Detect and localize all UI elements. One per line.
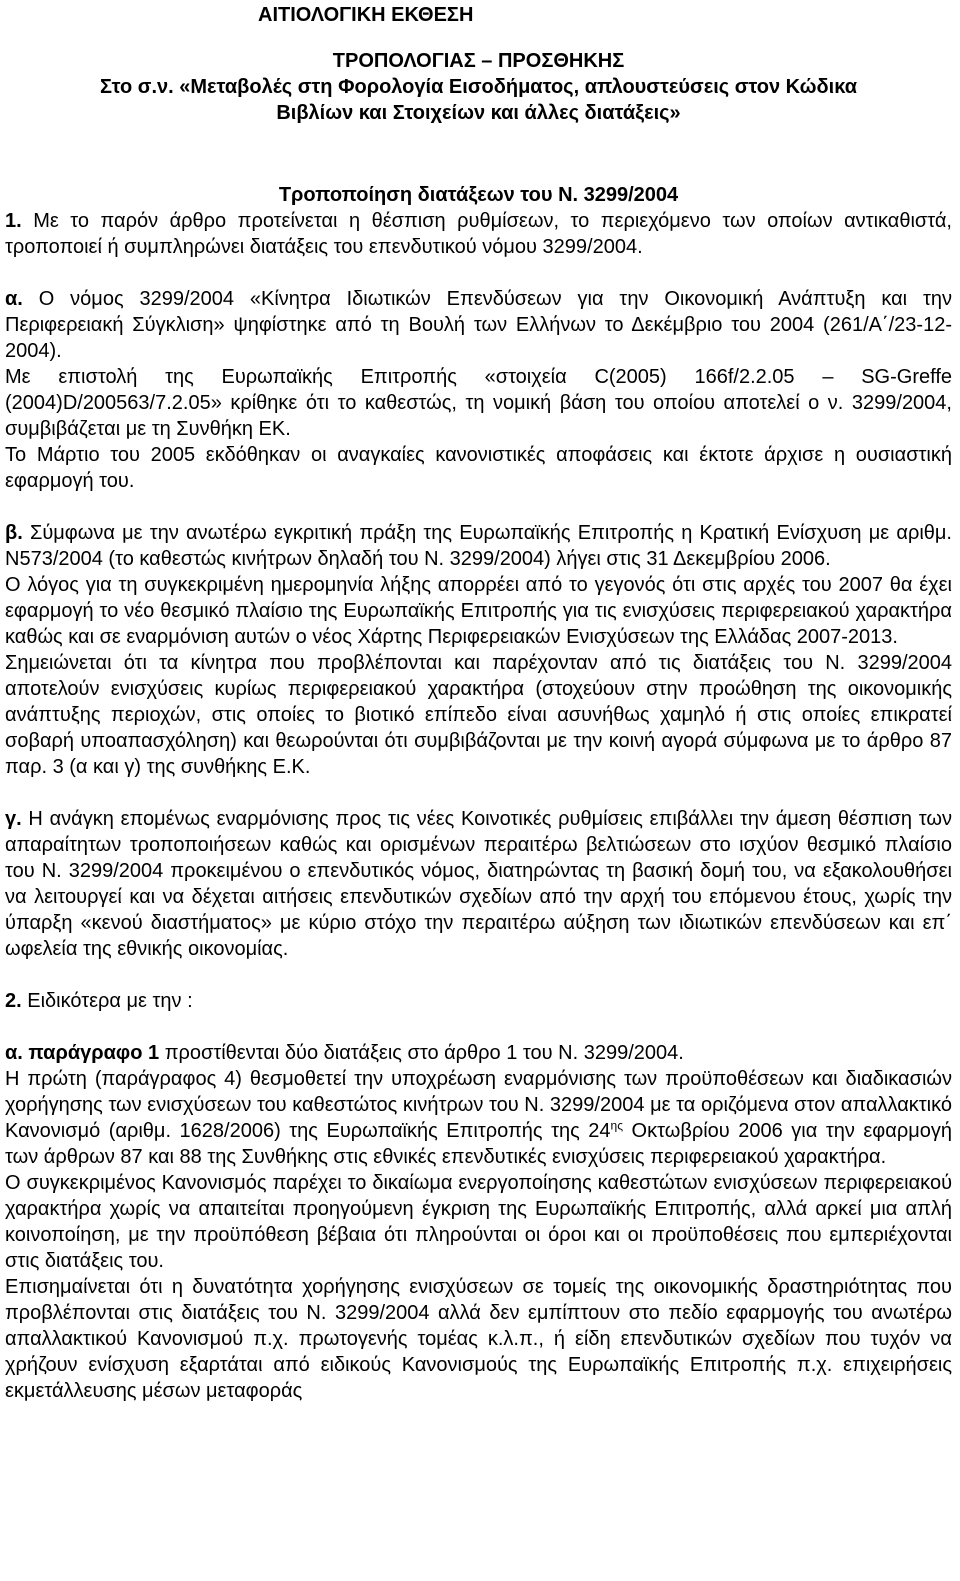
paragraph-a-text-3: Το Μάρτιο του 2005 εκδόθηκαν οι αναγκαίες κανονιστικές αποφάσεις και έκτοτε άρχισε η ουσιαστική εφαρμογή του. — [5, 444, 952, 492]
paragraph-2a-bold: παράγραφο 1 — [22, 1042, 160, 1064]
header-line-2: Στο σ.ν. «Μεταβολές στη Φορολογία Εισοδήματος, απλουστεύσεις στον Κώδικα — [99, 76, 858, 98]
paragraph-c-label: γ. — [5, 808, 22, 830]
paragraph-b-text-3: Σημειώνεται ότι τα κίνητρα που προβλέπονται και παρέχονταν από τις διατάξεις του Ν. 3299/2004 αποτελούν ενισχύσεις κυρίως περιφερειακού χαρακτήρα (στοχεύουν στην προώθηση της οικονομικής ανάπτυξης περιοχών, στις οποίες το βιοτικό επίπεδο είναι ασυνήθως χαμηλό ή στις οποίες επικρατεί σοβαρή υποαπασχόληση) και θεωρούνται ότι συμβιβάζονται με την κοινή αγορά σύμφωνα με το άρθρο 87 παρ. 3 (α και γ) της συνθήκης Ε.Κ. — [5, 652, 952, 778]
paragraph-2a — [5, 1040, 952, 1066]
header-line-3: Βιβλίων και Στοιχείων και άλλες διατάξεις» — [276, 102, 681, 124]
paragraph-2a-part-1-after: Οκτωβρίου 2006 για την εφαρμογή των άρθρων 87 και 88 της Συνθήκης στις εθνικές επενδυτικές ενισχύσεις περιφερειακού χαρακτήρα. — [5, 1120, 952, 1168]
paragraph-b — [5, 520, 952, 572]
document-subheader-block — [5, 182, 952, 208]
paragraph-a — [5, 286, 952, 364]
document-title: ΑΙΤΙΟΛΟΓΙΚΗ ΕΚΘΕΣΗ — [258, 4, 474, 26]
paragraph-2a-text: προστίθενται δύο διατάξεις στο άρθρο 1 του Ν. 3299/2004. — [159, 1042, 684, 1064]
header-line-1: ΤΡΟΠΟΛΟΓΙΑΣ – ΠΡΟΣΘΗΚΗΣ — [332, 50, 625, 72]
paragraph-c — [5, 806, 952, 962]
ordinal-superscript: ης — [610, 1118, 623, 1133]
paragraph-2 — [5, 988, 952, 1014]
paragraph-2-text: Ειδικότερα με την : — [21, 990, 193, 1012]
paragraph-1-number: 1. — [5, 210, 22, 232]
paragraph-2a-part-2: Ο συγκεκριμένος Κανονισμός παρέχει το δικαίωμα ενεργοποίησης καθεστώτων ενισχύσεων περιφερειακού χαρακτήρα χωρίς να απαιτείται προηγούμενη έγκριση της Ευρωπαϊκής Επιτροπής, αλλά αρκεί μια απλή κοινοποίηση, με την προϋπόθεση βέβαια ότι πληρούνται οι όροι και οι προϋποθέσεις που εμπεριέχονται στις διατάξεις του. — [5, 1172, 952, 1272]
document-header — [5, 48, 952, 126]
paragraph-1-text: Με το παρόν άρθρο προτείνεται η θέσπιση ρυθμίσεων, το περιεχόμενο των οποίων αντικαθιστά, τροποποιεί ή συμπληρώνει διατάξεις του επενδυτικού νόμου 3299/2004. — [5, 210, 952, 258]
paragraph-2a-part-1-before: Η πρώτη (παράγραφος 4) θεσμοθετεί την υποχρέωση εναρμόνισης των προϋποθέσεων και διαδικασιών χορήγησης των ενισχύσεων του καθεστώτος κινήτρων του Ν. 3299/2004 με τα οριζόμενα στον απαλλακτικό Κανονισμό (αριθμ. 1628/2006) της Ευρωπαϊκής Επιτροπής της 24 — [5, 1068, 952, 1142]
paragraph-b-label: β. — [5, 522, 23, 544]
paragraph-1 — [5, 208, 952, 260]
paragraph-b-text-1: Σύμφωνα με την ανωτέρω εγκριτική πράξη της Ευρωπαϊκής Επιτροπής η Κρατική Ενίσχυση με αριθμ. Ν573/2004 (το καθεστώς κινήτρων δηλαδή του Ν. 3299/2004) λήγει στις 31 Δεκεμβρίου 2006. — [5, 522, 952, 570]
paragraph-b-text-2: Ο λόγος για τη συγκεκριμένη ημερομηνία λήξης απορρέει από το γεγονός ότι στις αρχές του 2007 θα έχει εφαρμογή το νέο θεσμικό πλαίσιο της Ευρωπαϊκής Επιτροπής για τις ενισχύσεις περιφερειακού χαρακτήρα καθώς και σε εναρμόνιση αυτών ο νέος Χάρτης Περιφερειακών Ενισχύσεων της Ελλάδας 2007-2013. — [5, 574, 952, 648]
paragraph-2-number: 2. — [5, 990, 22, 1012]
paragraph-2a-part-1 — [5, 1066, 952, 1170]
document-subheader: Τροποποίηση διατάξεων του Ν. 3299/2004 — [278, 184, 679, 206]
document-body — [5, 208, 952, 1404]
paragraph-a-label: α. — [5, 288, 23, 310]
paragraph-2a-part-3: Επισημαίνεται ότι η δυνατότητα χορήγησης ενισχύσεων σε τομείς της οικονομικής δραστηριότητας που προβλέπονται στις διατάξεις του Ν. 3299/2004 αλλά δεν εμπίπτουν στο πεδίο εφαρμογής του ανωτέρω απαλλακτικού Κανονισμού π.χ. πρωτογενής τομέας κ.λ.π., ή είδη επενδυτικών σχεδίων που τυχόν να χρήζουν ενίσχυση εξαρτάται από ειδικούς Κανονισμούς της Ευρωπαϊκής Επιτροπής π.χ. επιχειρήσεις εκμετάλλευσης μέσων μεταφοράς — [5, 1276, 952, 1402]
paragraph-a-text-1: Ο νόμος 3299/2004 «Κίνητρα Ιδιωτικών Επενδύσεων για την Οικονομική Ανάπτυξη και την Περιφερειακή Σύγκλιση» ψηφίστηκε από τη Βουλή των Ελλήνων το Δεκέμβριο του 2004 (261/Α΄/23-12-2004). — [5, 288, 952, 362]
paragraph-c-text: Η ανάγκη επομένως εναρμόνισης προς τις νέες Κοινοτικές ρυθμίσεις επιβάλλει την άμεση θέσπιση των απαραίτητων τροποποιήσεων καθώς και ορισμένων περαιτέρω βελτιώσεων στο ισχύον θεσμικό πλαίσιο του Ν. 3299/2004 προκειμένου ο επενδυτικός νόμος, διατηρώντας τη βασική δομή του, να εξακολουθήσει να λειτουργεί και να δέχεται αιτήσεις επενδυτικών σχεδίων από την αρχή του επόμενου έτους, χωρίς την ύπαρξη «κενού διαστήματος» με κύριο στόχο την περαιτέρω αύξηση των ιδιωτικών επενδύσεων και επ΄ ωφελεία της εθνικής οικονομίας. — [5, 808, 952, 960]
paragraph-a-text-2: Με επιστολή της Ευρωπαϊκής Επιτροπής «στοιχεία C(2005) 166f/2.2.05 – SG-Greffe (2004)D/200563/7.2.05» κρίθηκε ότι το καθεστώς, τη νομική βάση του οποίου αποτελεί ο ν. 3299/2004, συμβιβάζεται με τη Συνθήκη ΕΚ. — [5, 366, 952, 440]
paragraph-2a-label: α. — [5, 1042, 23, 1064]
